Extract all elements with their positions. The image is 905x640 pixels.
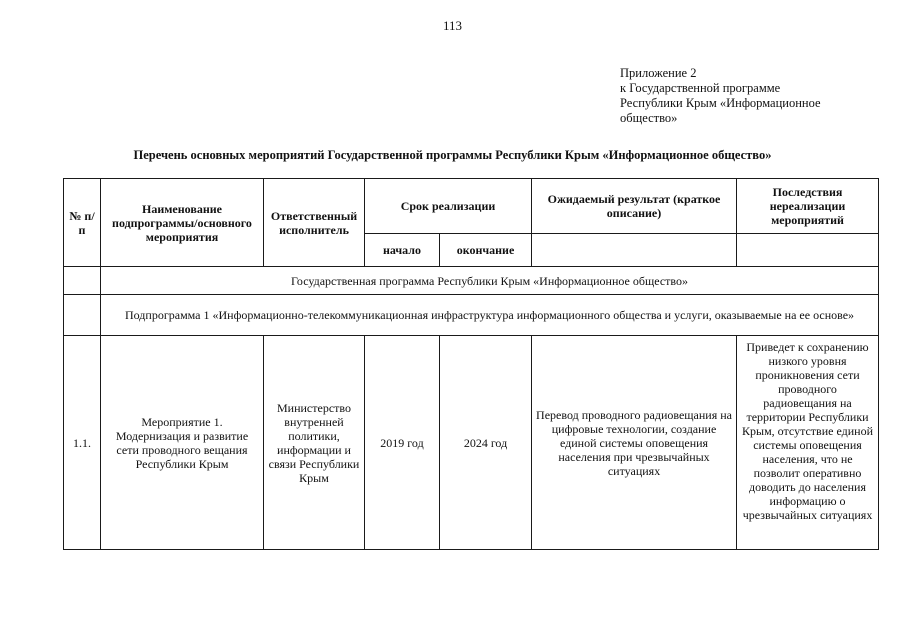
header-num: № п/п xyxy=(64,179,101,267)
program-row-title: Государственная программа Республики Крым «Информационное общество» xyxy=(101,267,879,295)
cell-end: 2024 год xyxy=(440,336,532,550)
header-period: Срок реализации xyxy=(365,179,532,234)
header-end: окончание xyxy=(440,234,532,267)
subprogram-row-title: Подпрограмма 1 «Информационно-телекоммуникационная инфраструктура информационного общества и услуги, оказываемые на ее основе» xyxy=(101,295,879,336)
page-number: 113 xyxy=(442,18,463,33)
cell-name: Мероприятие 1. Модернизация и развитие сети проводного вещания Республики Крым xyxy=(101,336,264,550)
document-title: Перечень основных мероприятий Государственной программы Республики Крым «Информационное общество» xyxy=(133,148,772,162)
table-row xyxy=(64,336,879,550)
header-responsible: Ответственный исполнитель xyxy=(264,179,365,267)
cell-result: Перевод проводного радиовещания на цифровые технологии, создание единой системы оповещения населения при чрезвычайных ситуациях xyxy=(532,336,737,550)
measures-table xyxy=(63,178,879,550)
header-result-empty xyxy=(532,234,737,267)
appendix-line: Приложение 2 xyxy=(620,66,697,80)
appendix-line: общество» xyxy=(620,111,678,125)
program-row xyxy=(64,267,879,295)
table-header-row xyxy=(64,179,879,234)
subprogram-row-num xyxy=(64,295,101,336)
cell-start: 2019 год xyxy=(365,336,440,550)
appendix-line: Республики Крым «Информационное xyxy=(620,96,821,110)
cell-num: 1.1. xyxy=(64,336,101,550)
cell-consequences: Приведет к сохранению низкого уровня проникновения сети проводного радиовещания на территории Республики Крым, отсутствие единой системы оповещения населения, что не позволит оперативно доводить до населения информацию о чрезвычайных ситуациях xyxy=(737,336,879,550)
header-consequences-empty xyxy=(737,234,879,267)
appendix-line: к Государственной программе xyxy=(620,81,781,95)
program-row-num xyxy=(64,267,101,295)
cell-responsible: Министерство внутренней политики, информации и связи Республики Крым xyxy=(264,336,365,550)
header-result: Ожидаемый результат (краткое описание) xyxy=(532,179,737,234)
header-consequences: Последствия нереализации мероприятий xyxy=(737,179,879,234)
header-start: начало xyxy=(365,234,440,267)
subprogram-row xyxy=(64,295,879,336)
appendix-note xyxy=(620,66,880,126)
header-name: Наименование подпрограммы/основного мероприятия xyxy=(101,179,264,267)
